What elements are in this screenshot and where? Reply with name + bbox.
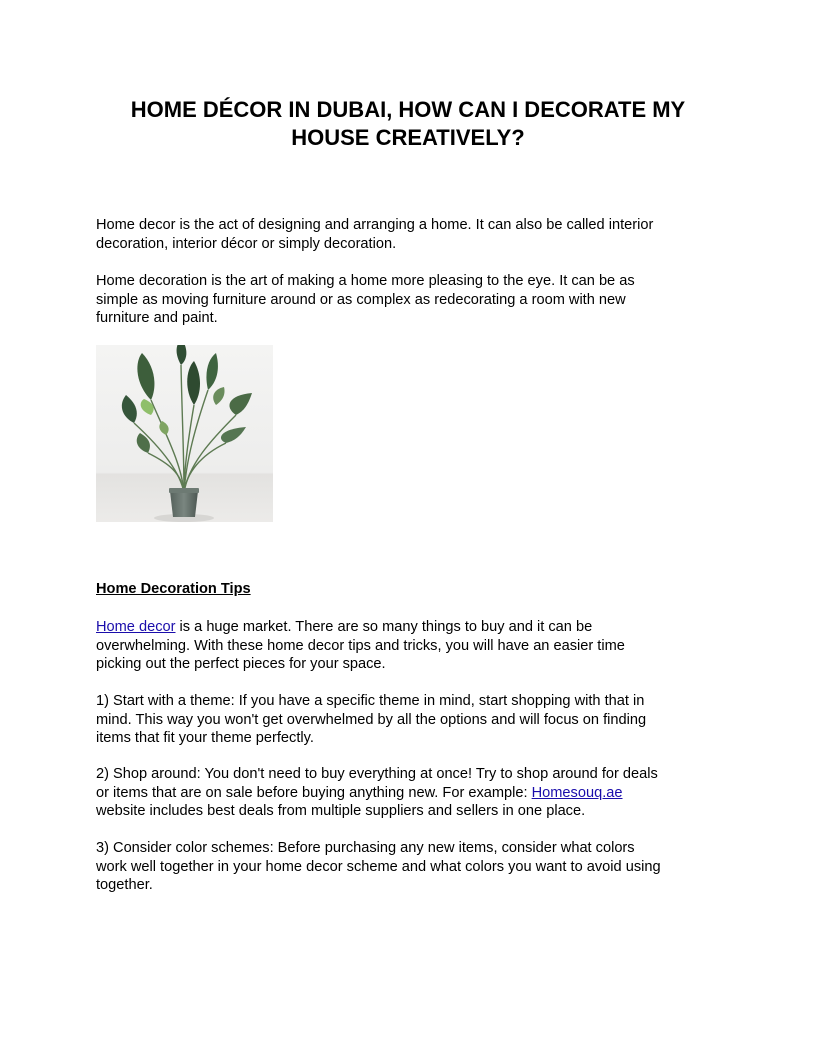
tip-2-paragraph [96,765,726,821]
text-fragment: or items that are on sale before buying anything new. For example: [96,784,532,801]
text-line: website includes best deals from multiple suppliers and sellers in one place. [96,803,586,820]
tips-intro-paragraph [96,618,726,674]
text-line: 3) Consider color schemes: Before purchasing any new items, consider what colors [96,840,635,856]
text-line: Home decor is the act of designing and arranging a home. It can also be called interior [96,217,654,233]
text-line [96,618,726,637]
text-line: Home decoration is the art of making a home more pleasing to the eye. It can be as [96,273,635,289]
text-line: furniture and paint. [96,310,218,327]
intro-paragraph-1 [96,216,726,253]
text-line: together. [96,877,153,894]
text-line: items that fit your theme perfectly. [96,730,314,747]
tip-1-paragraph [96,692,726,748]
page-title [96,96,720,152]
text-line: picking out the perfect pieces for your space. [96,656,386,673]
intro-paragraph-2 [96,272,726,328]
text-line: decoration, interior décor or simply decoration. [96,235,397,252]
section-heading: Home Decoration Tips [96,581,251,597]
text-line: work well together in your home decor scheme and what colors you want to avoid using [96,858,661,875]
text-line: simple as moving furniture around or as complex as redecorating a room with new [96,291,626,308]
title-line-2: HOUSE CREATIVELY? [291,125,525,150]
tip-3-paragraph [96,839,726,895]
text-line: overwhelming. With these home decor tips and tricks, you will have an easier time [96,637,625,654]
text-line: mind. This way you won't get overwhelmed by all the options and will focus on finding [96,711,647,728]
potted-plant-image [96,345,273,522]
home-decor-link[interactable]: Home decor [96,619,176,635]
text-line: 1) Start with a theme: If you have a specific theme in mind, start shopping with that in [96,693,645,709]
text-line: 2) Shop around: You don't need to buy everything at once! Try to shop around for deals [96,766,658,782]
homesouq-link[interactable]: Homesouq.ae [531,784,623,801]
title-line-1: HOME DÉCOR IN DUBAI, HOW CAN I DECORATE MY [130,97,686,122]
text-fragment: is a huge market. There are so many things to buy and it can be [175,619,593,635]
text-line [96,784,726,803]
